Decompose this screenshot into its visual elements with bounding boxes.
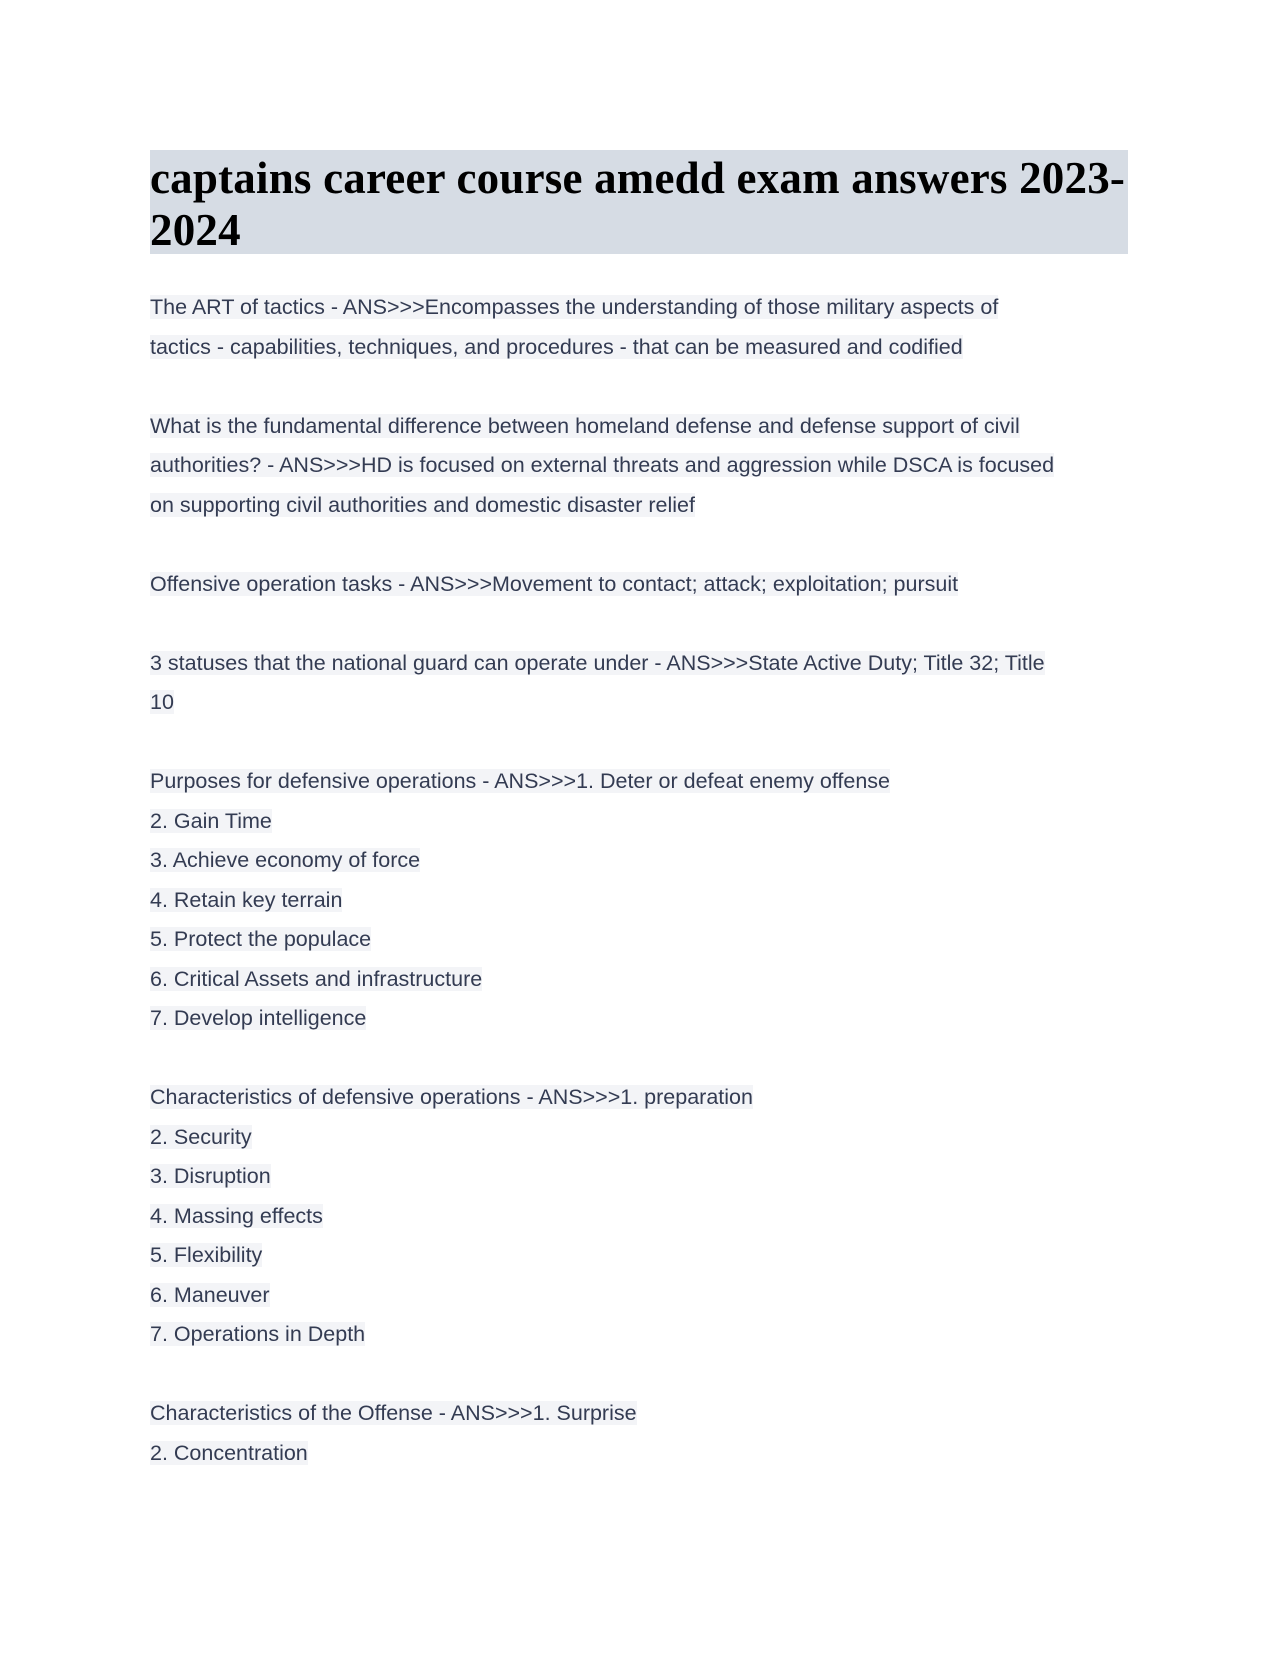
list-item: 2. Concentration: [150, 1440, 308, 1465]
list-item: 7. Operations in Depth: [150, 1322, 366, 1346]
title-block: [150, 150, 1128, 254]
text-line: Characteristics of the Offense - ANS>>>1. Surprise: [150, 1401, 637, 1425]
list-item: 5. Protect the populace: [150, 927, 372, 951]
list-item: 6. Critical Assets and infrastructure: [150, 966, 483, 991]
qa-paragraph: [150, 1078, 1128, 1355]
list-item: 4. Retain key terrain: [150, 887, 343, 912]
list-item: 6. Maneuver: [150, 1282, 270, 1307]
text-line: Purposes for defensive operations - ANS>>>1. Deter or defeat enemy offense: [150, 769, 891, 793]
text-line: Characteristics of defensive operations - ANS>>>1. preparation: [150, 1085, 753, 1109]
text-line: on supporting civil authorities and domestic disaster relief: [150, 492, 695, 517]
document-page: [150, 150, 1128, 1513]
document-title: captains career course amedd exam answers 2023-2024: [150, 153, 1126, 255]
list-item: 5. Flexibility: [150, 1243, 263, 1267]
qa-paragraph: [150, 1394, 1128, 1473]
list-item: 3. Disruption: [150, 1164, 271, 1188]
text-line: authorities? - ANS>>>HD is focused on external threats and aggression while DSCA is focused: [150, 453, 1055, 477]
document-body: [150, 288, 1128, 1473]
qa-paragraph: [150, 644, 1128, 723]
text-line: tactics - capabilities, techniques, and procedures - that can be measured and codified: [150, 334, 963, 359]
qa-paragraph: [150, 288, 1128, 367]
text-line: 3 statuses that the national guard can operate under - ANS>>>State Active Duty; Title 32; Title: [150, 650, 1045, 675]
list-item: 2. Gain Time: [150, 808, 272, 833]
qa-paragraph: [150, 407, 1128, 526]
text-line: Offensive operation tasks - ANS>>>Movement to contact; attack; exploitation; pursuit: [150, 571, 959, 596]
list-item: 4. Massing effects: [150, 1203, 323, 1228]
list-item: 3. Achieve economy of force: [150, 848, 421, 872]
list-item: 7. Develop intelligence: [150, 1006, 367, 1030]
list-item: 2. Security: [150, 1124, 252, 1149]
text-line: 10: [150, 690, 174, 714]
qa-paragraph: [150, 762, 1128, 1039]
qa-paragraph: [150, 565, 1128, 605]
text-line: The ART of tactics - ANS>>>Encompasses the understanding of those military aspects of: [150, 295, 999, 319]
text-line: What is the fundamental difference between homeland defense and defense support of civil: [150, 413, 1020, 438]
